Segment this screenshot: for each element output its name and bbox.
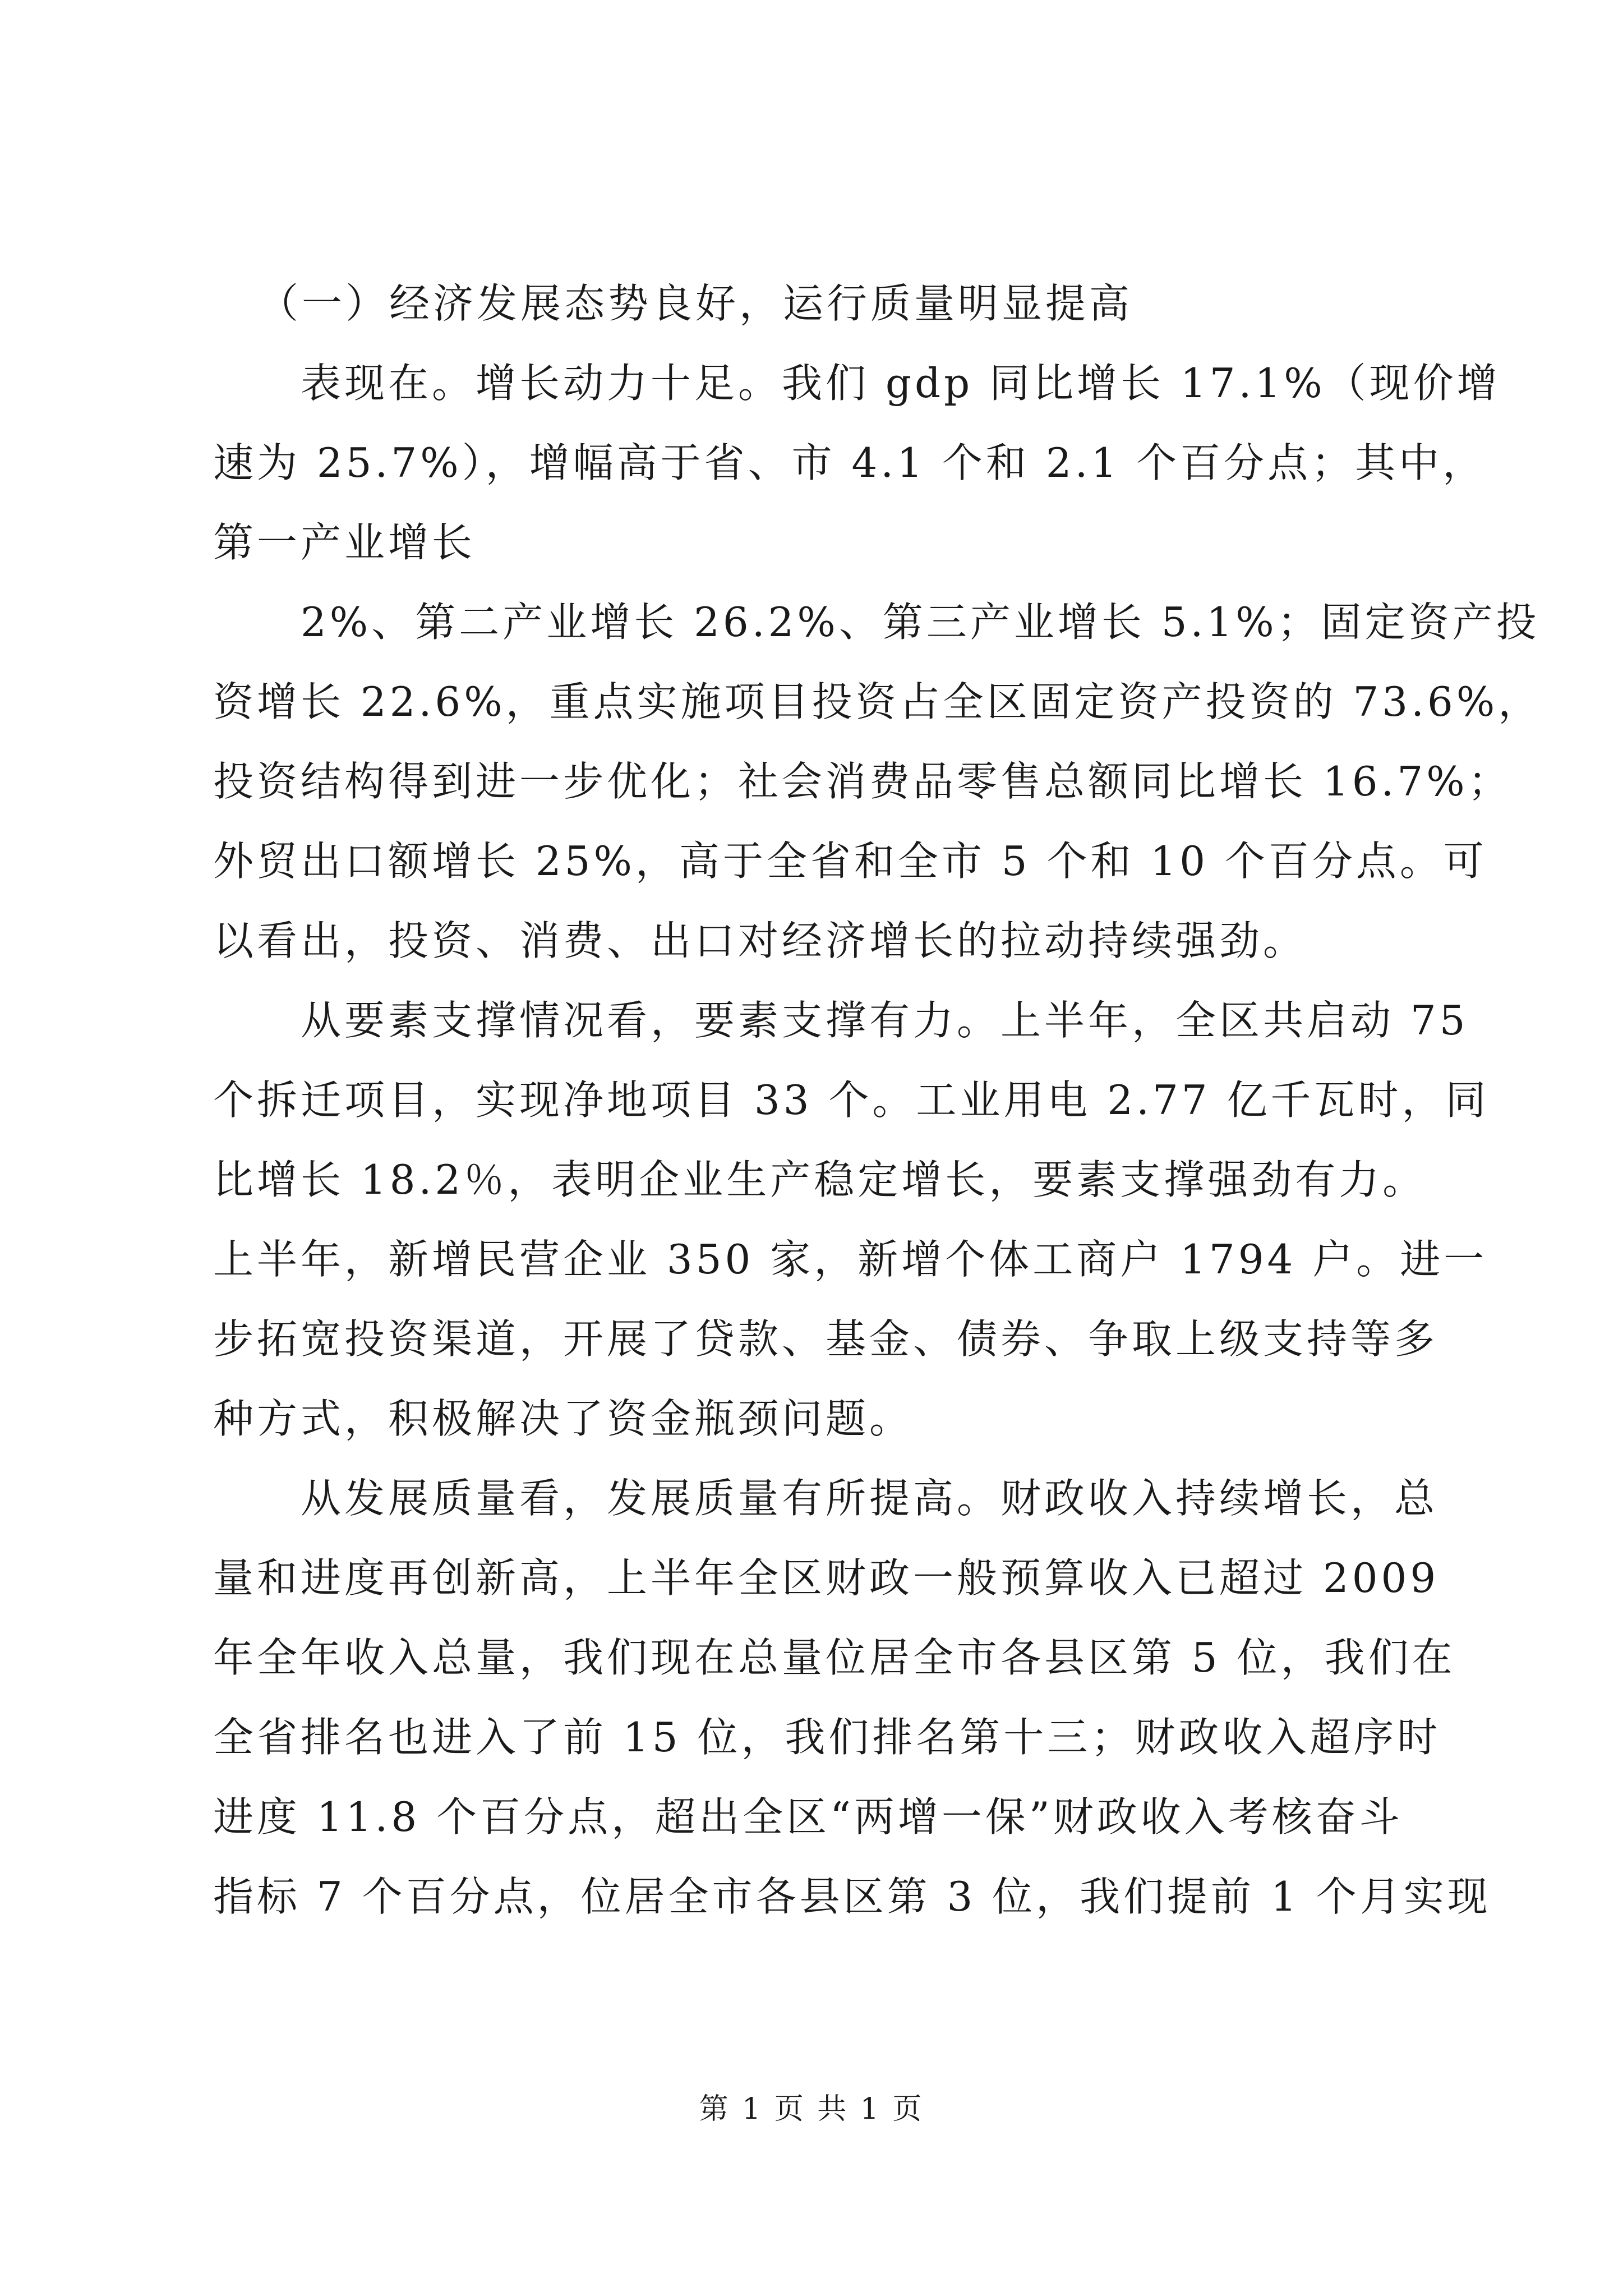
paragraph-line: 量和进度再创新高，上半年全区财政一般预算收入已超过 2009: [213, 1554, 1440, 1602]
paragraph-line: 速为 25.7%），增幅高于省、市 4.1 个和 2.1 个百分点；其中，: [213, 439, 1487, 486]
paragraph-3: [213, 981, 1490, 1458]
paragraph-line: 指标 7 个百分点，位居全市各县区第 3 位，我们提前 1 个月实现: [213, 1873, 1491, 1920]
paragraph-line: 外贸出口额增长 25%，高于全省和全市 5 个和 10 个百分点。可: [213, 838, 1487, 885]
paragraph-line: 进度 11.8 个百分点，超出全区“两增一保”财政收入考核奋斗: [213, 1793, 1403, 1841]
paragraph-line: 上半年，新增民营企业 350 家，新增个体工商户 1794 户。进一: [213, 1236, 1488, 1283]
paragraph-line: 投资结构得到进一步优化；社会消费品零售总额同比增长 16.7%；: [213, 758, 1512, 805]
paragraph-line: 以看出，投资、消费、出口对经济增长的拉动持续强劲。: [213, 917, 1307, 964]
paragraph-line: 从要素支撑情况看，要素支撑有力。上半年，全区共启动 75: [301, 997, 1469, 1044]
paragraph-line: 全省排名也进入了前 15 位，我们排名第十三；财政收入超序时: [213, 1714, 1441, 1761]
paragraph-line: 种方式，积极解决了资金瓶颈问题。: [213, 1395, 914, 1442]
paragraph-1: [213, 343, 1501, 582]
paragraph-line: 个拆迁项目，实现净地项目 33 个。工业用电 2.77 亿千瓦时，同: [213, 1076, 1490, 1124]
paragraph-line: 步拓宽投资渠道，开展了贷款、基金、债券、争取上级支持等多: [213, 1315, 1438, 1363]
paragraph-line: 从发展质量看，发展质量有所提高。财政收入持续增长，总: [301, 1475, 1438, 1522]
document-body: [213, 264, 1542, 1936]
section-heading: （一）经济发展态势良好，运行质量明显提高: [258, 280, 1133, 327]
paragraph-line: 年全年收入总量，我们现在总量位居全市各县区第 5 位，我们在: [213, 1634, 1456, 1681]
page-footer: 第 1 页 共 1 页: [699, 2092, 924, 2126]
paragraph-line: 比增长 18.2％，表明企业生产稳定增长，要素支撑强劲有力。: [213, 1156, 1427, 1203]
paragraph-line: 2%、第二产业增长 26.2%、第三产业增长 5.1%；固定资产投: [301, 599, 1540, 646]
paragraph-4: [213, 1458, 1491, 1936]
paragraph-line: 资增长 22.6%，重点实施项目投资占全区固定资产投资的 73.6%，: [213, 678, 1542, 725]
paragraph-line: 表现在。增长动力十足。我们 gdp 同比增长 17.1%（现价增: [301, 360, 1501, 407]
paragraph-2: [213, 582, 1542, 981]
paragraph-line: 第一产业增长: [213, 519, 476, 566]
